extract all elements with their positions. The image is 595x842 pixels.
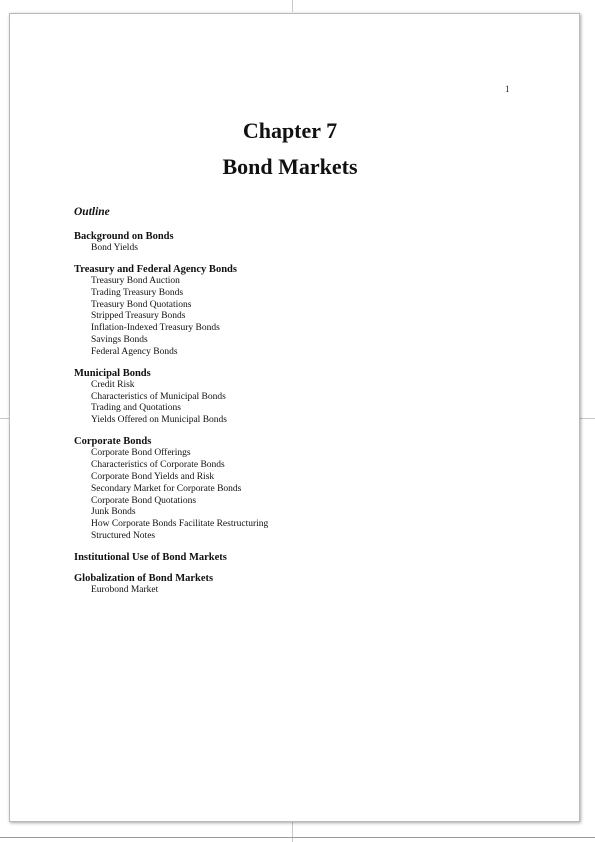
section-item-list — [74, 276, 494, 359]
section-heading: Treasury and Federal Agency Bonds — [74, 263, 237, 275]
chapter-title: Chapter 7 — [242, 118, 338, 143]
outline-label: Outline — [74, 206, 110, 218]
outline — [74, 205, 494, 606]
section-item: Federal Agency Bonds — [91, 346, 178, 357]
section-item-list — [74, 585, 494, 597]
section-item-list — [74, 380, 494, 427]
section-item: Characteristics of Municipal Bonds — [91, 391, 226, 402]
section-item: Treasury Bond Quotations — [91, 299, 192, 310]
section-item: Credit Risk — [91, 379, 135, 390]
section-item: Corporate Bond Yields and Risk — [91, 471, 215, 482]
section-item: Bond Yields — [91, 243, 138, 253]
section-heading: Institutional Use of Bond Markets — [74, 551, 227, 563]
section-item: Trading Treasury Bonds — [91, 287, 184, 298]
viewer-bottom-rule — [0, 837, 595, 838]
page-middle-guide-left — [0, 418, 9, 419]
section-item-list — [74, 243, 494, 255]
section-item: Yields Offered on Municipal Bonds — [91, 415, 227, 426]
section-heading: Globalization of Bond Markets — [74, 572, 214, 584]
section-item: How Corporate Bonds Facilitate Restructuring — [91, 519, 269, 530]
page-middle-guide-right — [579, 418, 595, 419]
outline-section — [74, 436, 494, 543]
section-item: Corporate Bond Quotations — [91, 495, 197, 506]
section-item: Corporate Bond Offerings — [91, 448, 191, 459]
outline-section — [74, 573, 494, 597]
outline-section — [74, 231, 494, 255]
section-item: Savings Bonds — [91, 335, 148, 346]
page-center-guide-top — [292, 0, 293, 12]
section-item: Inflation-Indexed Treasury Bonds — [91, 323, 220, 334]
section-item: Treasury Bond Auction — [91, 275, 180, 286]
section-item: Characteristics of Corporate Bonds — [91, 459, 225, 470]
section-item: Stripped Treasury Bonds — [91, 311, 186, 322]
section-heading: Background on Bonds — [74, 231, 174, 242]
outline-section — [74, 552, 494, 564]
document-page — [9, 13, 580, 822]
outline-section — [74, 264, 494, 359]
outline-section — [74, 368, 494, 427]
page-number: 1 — [505, 84, 510, 94]
section-item: Trading and Quotations — [91, 403, 181, 414]
section-heading: Corporate Bonds — [74, 436, 152, 448]
section-item-list — [74, 448, 494, 543]
section-item: Eurobond Market — [91, 584, 159, 595]
section-item: Junk Bonds — [91, 507, 136, 518]
chapter-subtitle: Bond Markets — [222, 154, 358, 179]
page-center-guide-bottom — [292, 822, 293, 842]
section-heading: Municipal Bonds — [74, 367, 151, 379]
section-item: Structured Notes — [91, 531, 156, 542]
section-item: Secondary Market for Corporate Bonds — [91, 483, 242, 494]
